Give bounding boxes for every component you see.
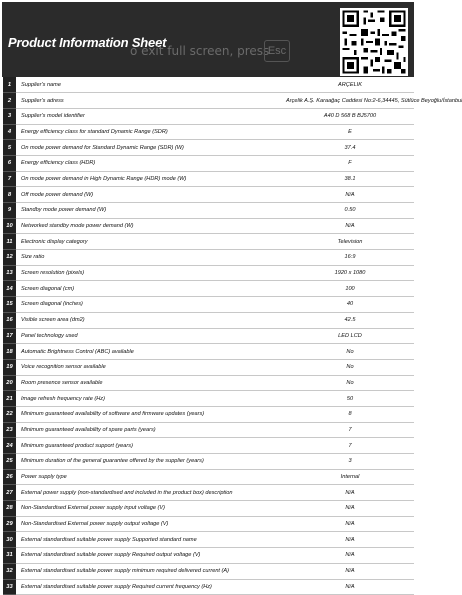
- row-value: F: [246, 155, 414, 171]
- row-value: N/A: [246, 516, 414, 532]
- table-row: [3, 391, 414, 407]
- table-row: [3, 422, 414, 438]
- qr-code-icon: [340, 8, 408, 76]
- table-row: [3, 77, 414, 93]
- row-value: 3: [246, 454, 414, 470]
- row-label: External standardised suitable power supply Required output voltage (V): [16, 548, 246, 564]
- table-row: [3, 218, 414, 234]
- table-row: [3, 328, 414, 344]
- row-number: 8: [3, 187, 16, 203]
- table-row: [3, 187, 414, 203]
- row-number: 1: [3, 77, 16, 93]
- row-number: 3: [3, 108, 16, 124]
- row-label: Screen resolution (pixels): [16, 265, 246, 281]
- sheet-header: [2, 2, 414, 77]
- esc-key-hint: Esc: [264, 40, 290, 62]
- row-label: Energy efficiency class (HDR): [16, 155, 246, 171]
- table-row: [3, 563, 414, 579]
- row-value: Arçelik A.Ş. Karaağaç Caddesi No:2-6,34445, Sütlüce Beyoğlu/İstanbul: [246, 93, 414, 109]
- row-label: External standardised suitable power supply Supported standard name: [16, 532, 246, 548]
- row-label: Automatic Brightness Control (ABC) available: [16, 344, 246, 360]
- row-number: 21: [3, 391, 16, 407]
- row-number: 32: [3, 563, 16, 579]
- row-value: 37.4: [246, 140, 414, 156]
- row-value: N/A: [246, 563, 414, 579]
- table-row: [3, 93, 414, 109]
- row-number: 13: [3, 265, 16, 281]
- row-number: 23: [3, 422, 16, 438]
- row-label: Non-Standardised External power supply input voltage (V): [16, 501, 246, 517]
- row-number: 15: [3, 297, 16, 313]
- row-number: 28: [3, 501, 16, 517]
- table-row: [3, 140, 414, 156]
- row-number: 5: [3, 140, 16, 156]
- table-row: [3, 501, 414, 517]
- row-number: 18: [3, 344, 16, 360]
- row-label: Minimum duration of the general guarantee offered by the supplier (years): [16, 454, 246, 470]
- row-number: 12: [3, 250, 16, 266]
- row-number: 31: [3, 548, 16, 564]
- table-row: [3, 234, 414, 250]
- row-number: 22: [3, 406, 16, 422]
- row-value: 38.1: [246, 171, 414, 187]
- row-label: Visible screen area (dm2): [16, 312, 246, 328]
- row-label: Voice recognition sensor available: [16, 359, 246, 375]
- row-label: Room presence sensor available: [16, 375, 246, 391]
- row-number: 7: [3, 171, 16, 187]
- row-number: 6: [3, 155, 16, 171]
- row-number: 26: [3, 469, 16, 485]
- table-row: [3, 108, 414, 124]
- row-value: N/A: [246, 548, 414, 564]
- row-label: Standby mode power demand (W): [16, 203, 246, 219]
- row-label: Minimum guaranteed availability of software and firmware updates (years): [16, 406, 246, 422]
- row-number: 33: [3, 579, 16, 595]
- row-label: Power supply type: [16, 469, 246, 485]
- row-value: Internal: [246, 469, 414, 485]
- row-number: 25: [3, 454, 16, 470]
- row-value: 42.5: [246, 312, 414, 328]
- fullscreen-exit-hint: o exit full screen, press: [130, 44, 270, 58]
- row-label: Screen diagonal (cm): [16, 281, 246, 297]
- table-row: [3, 344, 414, 360]
- row-value: N/A: [246, 485, 414, 501]
- table-row: [3, 124, 414, 140]
- row-label: Off mode power demand (W): [16, 187, 246, 203]
- row-value: N/A: [246, 218, 414, 234]
- row-label: Image refresh frequency rate (Hz): [16, 391, 246, 407]
- row-value: N/A: [246, 579, 414, 595]
- row-label: Energy efficiency class for standard Dynamic Range (SDR): [16, 124, 246, 140]
- row-value: 50: [246, 391, 414, 407]
- row-label: On mode power demand in High Dynamic Range (HDR) mode (W): [16, 171, 246, 187]
- table-row: [3, 485, 414, 501]
- row-number: 10: [3, 218, 16, 234]
- table-row: [3, 516, 414, 532]
- row-value: N/A: [246, 532, 414, 548]
- row-number: 24: [3, 438, 16, 454]
- table-row: [3, 203, 414, 219]
- row-label: Supplier's name: [16, 77, 246, 93]
- table-row: [3, 250, 414, 266]
- row-value: No: [246, 359, 414, 375]
- row-label: External power supply (non-standardised and included in the product box) description: [16, 485, 246, 501]
- table-row: [3, 281, 414, 297]
- specification-table: [3, 77, 462, 595]
- row-value: No: [246, 344, 414, 360]
- row-label: External standardised suitable power supply minimum required delivered current (A): [16, 563, 246, 579]
- row-label: Electronic display category: [16, 234, 246, 250]
- row-value: 0.50: [246, 203, 414, 219]
- row-label: Non-Standardised External power supply output voltage (V): [16, 516, 246, 532]
- row-value: 7: [246, 438, 414, 454]
- row-label: Size ratio: [16, 250, 246, 266]
- table-row: [3, 532, 414, 548]
- table-row: [3, 454, 414, 470]
- row-value: N/A: [246, 501, 414, 517]
- row-number: 19: [3, 359, 16, 375]
- row-number: 14: [3, 281, 16, 297]
- row-value: Television: [246, 234, 414, 250]
- table-row: [3, 312, 414, 328]
- row-value: LED LCD: [246, 328, 414, 344]
- row-number: 29: [3, 516, 16, 532]
- row-label: On mode power demand for Standard Dynamic Range (SDR) (W): [16, 140, 246, 156]
- row-label: Panel technology used: [16, 328, 246, 344]
- row-value: 1920 x 1080: [246, 265, 414, 281]
- table-row: [3, 297, 414, 313]
- row-value: E: [246, 124, 414, 140]
- table-row: [3, 359, 414, 375]
- row-label: External standardised suitable power supply Required current frequency (Hz): [16, 579, 246, 595]
- row-value: 7: [246, 422, 414, 438]
- table-row: [3, 265, 414, 281]
- table-row: [3, 469, 414, 485]
- table-row: [3, 438, 414, 454]
- table-row: [3, 375, 414, 391]
- row-number: 4: [3, 124, 16, 140]
- row-value: 16:9: [246, 250, 414, 266]
- row-number: 30: [3, 532, 16, 548]
- row-value: 40: [246, 297, 414, 313]
- row-label: Minimum guaranteed product support (years): [16, 438, 246, 454]
- row-number: 2: [3, 93, 16, 109]
- row-number: 27: [3, 485, 16, 501]
- table-row: [3, 548, 414, 564]
- row-label: Supplier's adress: [16, 93, 246, 109]
- row-number: 11: [3, 234, 16, 250]
- row-label: Supplier's model identifier: [16, 108, 246, 124]
- row-number: 16: [3, 312, 16, 328]
- row-value: A40 D 568 B BJ5700: [246, 108, 414, 124]
- row-value: 8: [246, 406, 414, 422]
- table-row: [3, 171, 414, 187]
- row-value: No: [246, 375, 414, 391]
- row-number: 17: [3, 328, 16, 344]
- row-value: 100: [246, 281, 414, 297]
- row-label: Screen diagonal (inches): [16, 297, 246, 313]
- row-label: Minimum guaranteed availability of spare parts (years): [16, 422, 246, 438]
- row-number: 20: [3, 375, 16, 391]
- row-number: 9: [3, 203, 16, 219]
- row-value: N/A: [246, 187, 414, 203]
- sheet-title: Product Information Sheet: [8, 35, 167, 50]
- row-value: ARÇELIK: [246, 77, 414, 93]
- table-row: [3, 406, 414, 422]
- row-label: Networked standby mode power demand (W): [16, 218, 246, 234]
- table-row: [3, 579, 414, 595]
- table-row: [3, 155, 414, 171]
